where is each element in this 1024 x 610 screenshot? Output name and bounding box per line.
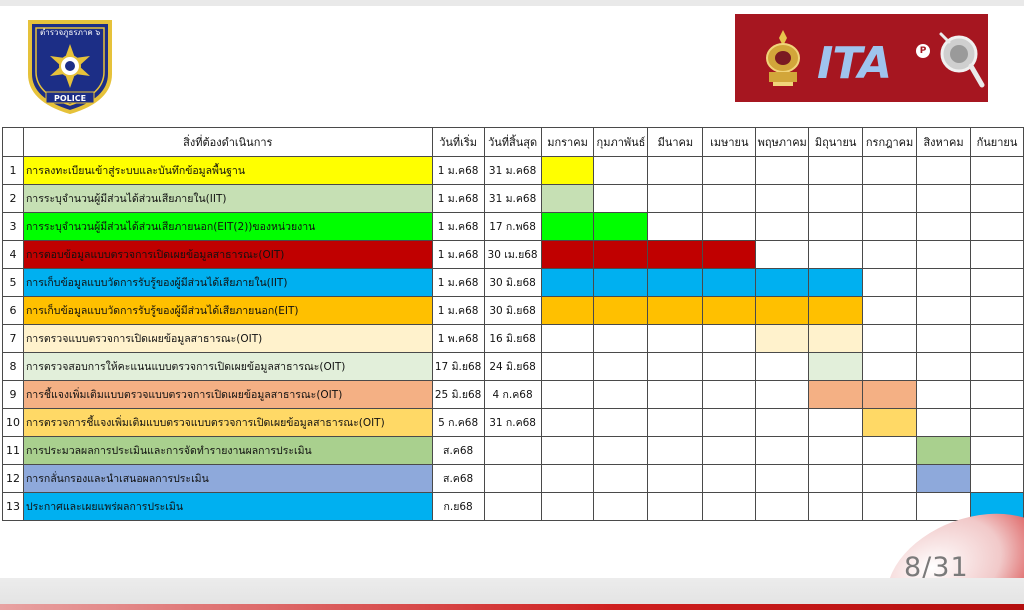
month-cell <box>809 157 863 185</box>
month-cell <box>756 241 809 269</box>
police-logo-top-text: ตำรวจภูธรภาค ๖ <box>40 28 101 37</box>
start-date: 1 ม.ค68 <box>432 185 484 213</box>
col-header-month: มีนาคม <box>648 128 703 157</box>
col-header-month: กันยายน <box>970 128 1023 157</box>
row-number: 10 <box>3 409 24 437</box>
table-row <box>3 213 1024 241</box>
gantt-bar-cell <box>541 297 594 325</box>
start-date: 1 ม.ค68 <box>432 213 484 241</box>
month-cell <box>703 409 756 437</box>
gantt-bar-cell <box>809 353 863 381</box>
schedule-table <box>2 127 1024 521</box>
month-cell <box>970 437 1023 465</box>
task-name: การลงทะเบียนเข้าสู่ระบบและบันทึกข้อมูลพื้นฐาน <box>23 157 432 185</box>
start-date: ส.ค68 <box>432 465 484 493</box>
month-cell <box>863 269 917 297</box>
month-cell <box>970 241 1023 269</box>
start-date: 17 มิ.ย68 <box>432 353 484 381</box>
month-cell <box>863 185 917 213</box>
month-cell <box>970 465 1023 493</box>
month-cell <box>970 297 1023 325</box>
police-logo-bottom-text: POLICE <box>53 94 87 103</box>
month-cell <box>970 213 1023 241</box>
bottom-red-stripe <box>0 604 1024 610</box>
start-date: 1 ม.ค68 <box>432 157 484 185</box>
month-cell <box>541 381 594 409</box>
table-row <box>3 185 1024 213</box>
month-cell <box>703 157 756 185</box>
start-date: ส.ค68 <box>432 437 484 465</box>
month-cell <box>648 157 703 185</box>
month-cell <box>703 185 756 213</box>
month-cell <box>648 185 703 213</box>
month-cell <box>917 269 971 297</box>
month-cell <box>917 325 971 353</box>
table-row <box>3 157 1024 185</box>
month-cell <box>809 241 863 269</box>
row-number: 4 <box>3 241 24 269</box>
gantt-bar-cell <box>541 269 594 297</box>
gantt-bar-cell <box>541 213 594 241</box>
month-cell <box>756 213 809 241</box>
month-cell <box>703 353 756 381</box>
month-cell <box>970 353 1023 381</box>
row-number: 1 <box>3 157 24 185</box>
month-cell <box>541 353 594 381</box>
gantt-bar-cell <box>703 297 756 325</box>
month-cell <box>917 213 971 241</box>
col-header-month: มกราคม <box>541 128 594 157</box>
month-cell <box>863 465 917 493</box>
table-row <box>3 437 1024 465</box>
gantt-bar-cell <box>917 465 971 493</box>
end-date <box>484 437 541 465</box>
month-cell <box>863 241 917 269</box>
col-header-end: วันที่สิ้นสุด <box>484 128 541 157</box>
gantt-bar-cell <box>594 213 648 241</box>
gantt-bar-cell <box>594 241 648 269</box>
month-cell <box>970 269 1023 297</box>
month-cell <box>756 465 809 493</box>
month-cell <box>756 493 809 521</box>
month-cell <box>594 325 648 353</box>
gantt-bar-cell <box>541 157 594 185</box>
month-cell <box>594 381 648 409</box>
month-cell <box>809 409 863 437</box>
row-number: 9 <box>3 381 24 409</box>
col-header-month: เมษายน <box>703 128 756 157</box>
month-cell <box>917 241 971 269</box>
month-cell <box>648 381 703 409</box>
month-cell <box>863 157 917 185</box>
row-number: 3 <box>3 213 24 241</box>
end-date: 16 มิ.ย68 <box>484 325 541 353</box>
month-cell <box>809 465 863 493</box>
month-cell <box>594 465 648 493</box>
end-date: 30 เม.ย68 <box>484 241 541 269</box>
ita-logo-text: ITA <box>817 38 892 89</box>
gantt-bar-cell <box>703 241 756 269</box>
month-cell <box>863 213 917 241</box>
task-name: การตรวจการชี้แจงเพิ่มเติมแบบตรวจแบบตรวจการเปิดเผยข้อมูลสาธารณะ(OIT) <box>23 409 432 437</box>
month-cell <box>541 465 594 493</box>
gantt-bar-cell <box>648 241 703 269</box>
col-header-task: สิ่งที่ต้องดำเนินการ <box>23 128 432 157</box>
row-number: 6 <box>3 297 24 325</box>
task-name: การตรวจแบบตรวจการเปิดเผยข้อมูลสาธารณะ(OIT) <box>23 325 432 353</box>
gantt-bar-cell <box>756 325 809 353</box>
table-header-row <box>3 128 1024 157</box>
gantt-bar-cell <box>809 325 863 353</box>
gantt-bar-cell <box>648 269 703 297</box>
month-cell <box>541 325 594 353</box>
start-date: 1 ม.ค68 <box>432 241 484 269</box>
month-cell <box>809 493 863 521</box>
royal-crest-icon <box>761 28 805 88</box>
table-row <box>3 409 1024 437</box>
table-row <box>3 465 1024 493</box>
month-cell <box>756 353 809 381</box>
table-row <box>3 493 1024 521</box>
month-cell <box>917 297 971 325</box>
start-date: 5 ก.ค68 <box>432 409 484 437</box>
bottom-bar <box>0 578 1024 610</box>
month-cell <box>917 353 971 381</box>
col-header-month: สิงหาคม <box>917 128 971 157</box>
col-header-start: วันที่เริ่ม <box>432 128 484 157</box>
gantt-bar-cell <box>863 381 917 409</box>
month-cell <box>703 493 756 521</box>
month-cell <box>594 353 648 381</box>
task-name: การตอบข้อมูลแบบตรวจการเปิดเผยข้อมูลสาธารณะ(OIT) <box>23 241 432 269</box>
table-row <box>3 381 1024 409</box>
month-cell <box>648 409 703 437</box>
month-cell <box>863 437 917 465</box>
row-number: 11 <box>3 437 24 465</box>
start-date: 1 ม.ค68 <box>432 297 484 325</box>
month-cell <box>594 157 648 185</box>
gantt-bar-cell <box>809 381 863 409</box>
gantt-bar-cell <box>648 297 703 325</box>
month-cell <box>917 381 971 409</box>
month-cell <box>756 157 809 185</box>
month-cell <box>648 437 703 465</box>
col-header-month: กรกฎาคม <box>863 128 917 157</box>
row-number: 13 <box>3 493 24 521</box>
row-number: 2 <box>3 185 24 213</box>
task-name: ประกาศและเผยแพร่ผลการประเมิน <box>23 493 432 521</box>
month-cell <box>917 157 971 185</box>
table-row <box>3 241 1024 269</box>
month-cell <box>863 297 917 325</box>
month-cell <box>594 437 648 465</box>
end-date: 31 ม.ค68 <box>484 157 541 185</box>
month-cell <box>756 185 809 213</box>
gantt-bar-cell <box>756 297 809 325</box>
gantt-bar-cell <box>863 409 917 437</box>
month-cell <box>970 381 1023 409</box>
end-date: 31 ม.ค68 <box>484 185 541 213</box>
table-row <box>3 325 1024 353</box>
slide <box>0 6 1024 578</box>
task-name: การระบุจำนวนผู้มีส่วนได้ส่วนเสียภายใน(IIT) <box>23 185 432 213</box>
month-cell <box>917 185 971 213</box>
month-cell <box>594 409 648 437</box>
month-cell <box>703 381 756 409</box>
page-number: 8/31 <box>904 552 969 578</box>
end-date: 17 ก.พ68 <box>484 213 541 241</box>
magnifier-seal-icon <box>935 30 985 90</box>
row-number: 5 <box>3 269 24 297</box>
ita-registered-mark: P <box>916 44 930 58</box>
start-date: 1 พ.ค68 <box>432 325 484 353</box>
month-cell <box>648 353 703 381</box>
month-cell <box>703 465 756 493</box>
gantt-bar-cell <box>703 269 756 297</box>
month-cell <box>917 409 971 437</box>
end-date: 24 มิ.ย68 <box>484 353 541 381</box>
gantt-bar-cell <box>809 269 863 297</box>
month-cell <box>863 493 917 521</box>
gantt-bar-cell <box>541 241 594 269</box>
gantt-bar-cell <box>917 437 971 465</box>
start-date: 1 ม.ค68 <box>432 269 484 297</box>
task-name: การระบุจำนวนผู้มีส่วนได้ส่วนเสียภายนอก(EIT(2))ของหน่วยงาน <box>23 213 432 241</box>
month-cell <box>756 381 809 409</box>
gantt-bar-cell <box>809 297 863 325</box>
month-cell <box>917 493 971 521</box>
end-date: 31 ก.ค68 <box>484 409 541 437</box>
month-cell <box>970 409 1023 437</box>
col-header-month: กุมภาพันธ์ <box>594 128 648 157</box>
task-name: การตรวจสอบการให้คะแนนแบบตรวจการเปิดเผยข้อมูลสาธารณะ(OIT) <box>23 353 432 381</box>
start-date: ก.ย68 <box>432 493 484 521</box>
table-row <box>3 353 1024 381</box>
month-cell <box>863 325 917 353</box>
month-cell <box>863 353 917 381</box>
col-header-month: พฤษภาคม <box>756 128 809 157</box>
month-cell <box>756 409 809 437</box>
col-header-month: มิถุนายน <box>809 128 863 157</box>
month-cell <box>594 185 648 213</box>
month-cell <box>541 409 594 437</box>
month-cell <box>970 157 1023 185</box>
month-cell <box>970 185 1023 213</box>
gantt-bar-cell <box>541 185 594 213</box>
month-cell <box>970 325 1023 353</box>
month-cell <box>648 465 703 493</box>
end-date <box>484 493 541 521</box>
month-cell <box>648 493 703 521</box>
month-cell <box>756 437 809 465</box>
col-header-num <box>3 128 24 157</box>
task-name: การเก็บข้อมูลแบบวัดการรับรู้ของผู้มีส่วนได้เสียภายใน(IIT) <box>23 269 432 297</box>
task-name: การชี้แจงเพิ่มเติมแบบตรวจแบบตรวจการเปิดเผยข้อมูลสาธารณะ(OIT) <box>23 381 432 409</box>
month-cell <box>809 185 863 213</box>
end-date: 30 มิ.ย68 <box>484 297 541 325</box>
end-date: 30 มิ.ย68 <box>484 269 541 297</box>
row-number: 12 <box>3 465 24 493</box>
gantt-bar-cell <box>594 269 648 297</box>
task-name: การประมวลผลการประเมินและการจัดทำรายงานผลการประเมิน <box>23 437 432 465</box>
row-number: 7 <box>3 325 24 353</box>
row-number: 8 <box>3 353 24 381</box>
month-cell <box>648 213 703 241</box>
month-cell <box>703 437 756 465</box>
end-date <box>484 465 541 493</box>
table-row <box>3 269 1024 297</box>
month-cell <box>703 325 756 353</box>
ita-banner <box>735 14 988 102</box>
start-date: 25 มิ.ย68 <box>432 381 484 409</box>
month-cell <box>541 493 594 521</box>
month-cell <box>648 325 703 353</box>
gantt-bar-cell <box>594 297 648 325</box>
task-name: การเก็บข้อมูลแบบวัดการรับรู้ของผู้มีส่วนได้เสียภายนอก(EIT) <box>23 297 432 325</box>
month-cell <box>541 437 594 465</box>
table-row <box>3 297 1024 325</box>
month-cell <box>594 493 648 521</box>
gantt-bar-cell <box>756 269 809 297</box>
month-cell <box>809 437 863 465</box>
end-date: 4 ก.ค68 <box>484 381 541 409</box>
task-name: การกลั่นกรองและนำเสนอผลการประเมิน <box>23 465 432 493</box>
month-cell <box>809 213 863 241</box>
month-cell <box>703 213 756 241</box>
